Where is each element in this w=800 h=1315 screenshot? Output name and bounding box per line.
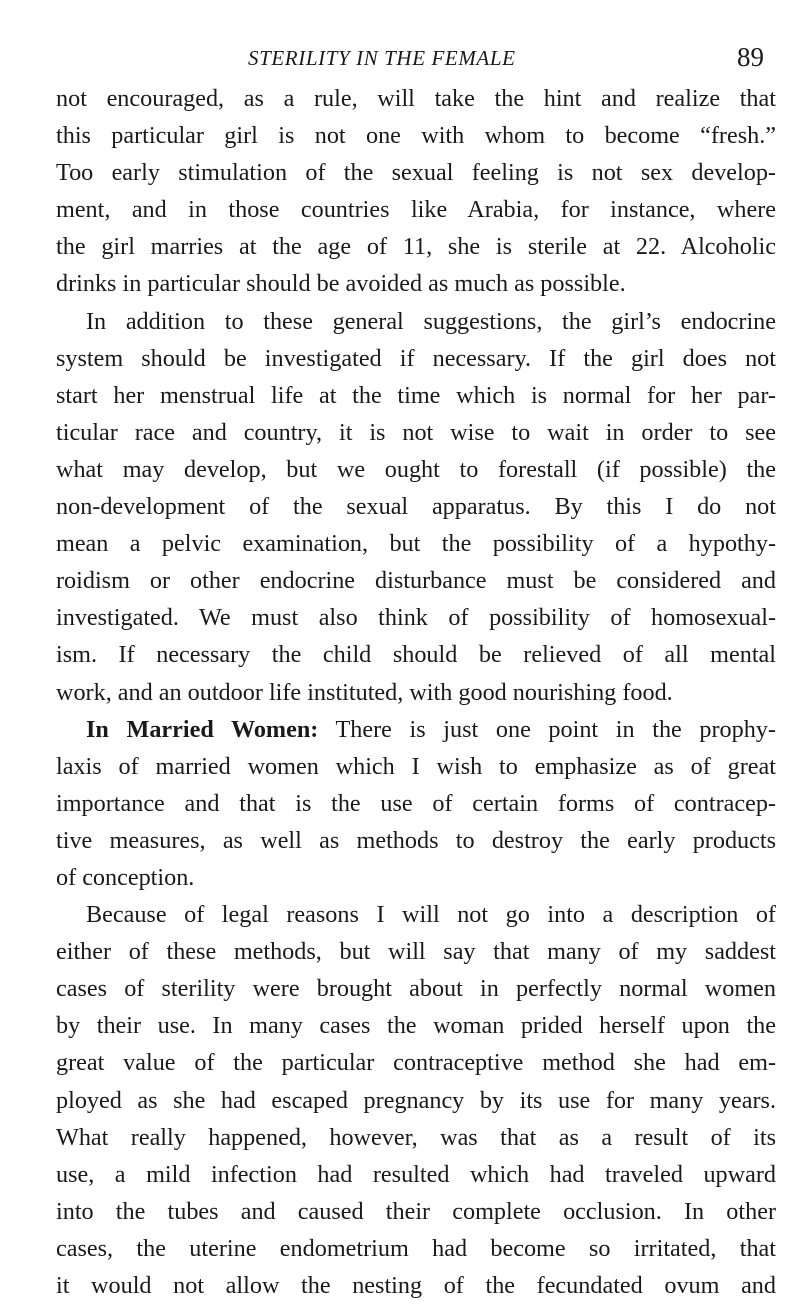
text-line: investigated. We must also think of possibility of homosexual- bbox=[56, 604, 776, 632]
text-line: by their use. In many cases the woman prided herself upon the bbox=[56, 1012, 776, 1040]
paragraph bbox=[56, 80, 776, 303]
text-line: cases of sterility were brought about in perfectly normal women bbox=[56, 975, 776, 1003]
text-line: great value of the particular contraceptive method she had em- bbox=[56, 1049, 776, 1077]
text-line: non-development of the sexual apparatus. By this I do not bbox=[56, 493, 776, 521]
text-line: this particular girl is not one with whom to become “fresh.” bbox=[56, 122, 776, 150]
paragraph bbox=[56, 303, 776, 711]
text-line: the girl marries at the age of 11, she is sterile at 22. Alcoholic bbox=[56, 233, 776, 261]
text-line: laxis of married women which I wish to emphasize as of great bbox=[56, 752, 776, 780]
text-line: Because of legal reasons I will not go into a description of bbox=[86, 901, 776, 929]
text-line: ment, and in those countries like Arabia, for instance, where bbox=[56, 196, 776, 224]
text-line: mean a pelvic examination, but the possibility of a hypothy- bbox=[56, 530, 776, 558]
text-line: what may develop, but we ought to forestall (if possible) the bbox=[56, 455, 776, 483]
text-line: either of these methods, but will say that many of my saddest bbox=[56, 938, 776, 966]
text-line-content: There is just one point in the prophy- bbox=[318, 715, 776, 743]
body-text bbox=[56, 80, 776, 1304]
text-line: roidism or other endocrine disturbance must be considered and bbox=[56, 567, 776, 595]
text-line: drinks in particular should be avoided as much as possible. bbox=[56, 270, 626, 298]
text-line: into the tubes and caused their complete occlusion. In other bbox=[56, 1197, 776, 1225]
text-line: In addition to these general suggestions, the girl’s endocrine bbox=[86, 307, 776, 335]
running-head bbox=[0, 42, 800, 82]
page-number: 89 bbox=[737, 42, 764, 72]
section-heading: In Married Women: bbox=[86, 715, 319, 743]
text-line: ployed as she had escaped pregnancy by its use for many years. bbox=[56, 1086, 776, 1114]
text-line: not encouraged, as a rule, will take the hint and realize that bbox=[56, 85, 776, 112]
text-line: tive measures, as well as methods to destroy the early products bbox=[56, 826, 776, 854]
text-line: What really happened, however, was that as a result of its bbox=[56, 1123, 776, 1151]
paragraph bbox=[56, 896, 776, 1304]
running-title: STERILITY IN THE FEMALE bbox=[248, 46, 516, 70]
paragraph bbox=[56, 711, 776, 896]
text-line: start her menstrual life at the time which is normal for her par- bbox=[56, 381, 776, 409]
text-line: use, a mild infection had resulted which had traveled upward bbox=[56, 1160, 776, 1188]
text-line: it would not allow the nesting of the fecundated ovum and bbox=[56, 1272, 776, 1299]
text-line: system should be investigated if necessary. If the girl does not bbox=[56, 344, 776, 372]
text-line: ism. If necessary the child should be relieved of all mental bbox=[56, 641, 776, 669]
text-line: ticular race and country, it is not wise to wait in order to see bbox=[56, 418, 776, 446]
text-line: importance and that is the use of certain forms of contracep- bbox=[56, 789, 776, 817]
text-line: work, and an outdoor life instituted, with good nourishing food. bbox=[56, 678, 673, 706]
text-line: Too early stimulation of the sexual feeling is not sex develop- bbox=[56, 159, 776, 187]
text-line: of conception. bbox=[56, 863, 195, 891]
text-line: cases, the uterine endometrium had become so irritated, that bbox=[56, 1234, 776, 1262]
text-line bbox=[56, 711, 776, 748]
